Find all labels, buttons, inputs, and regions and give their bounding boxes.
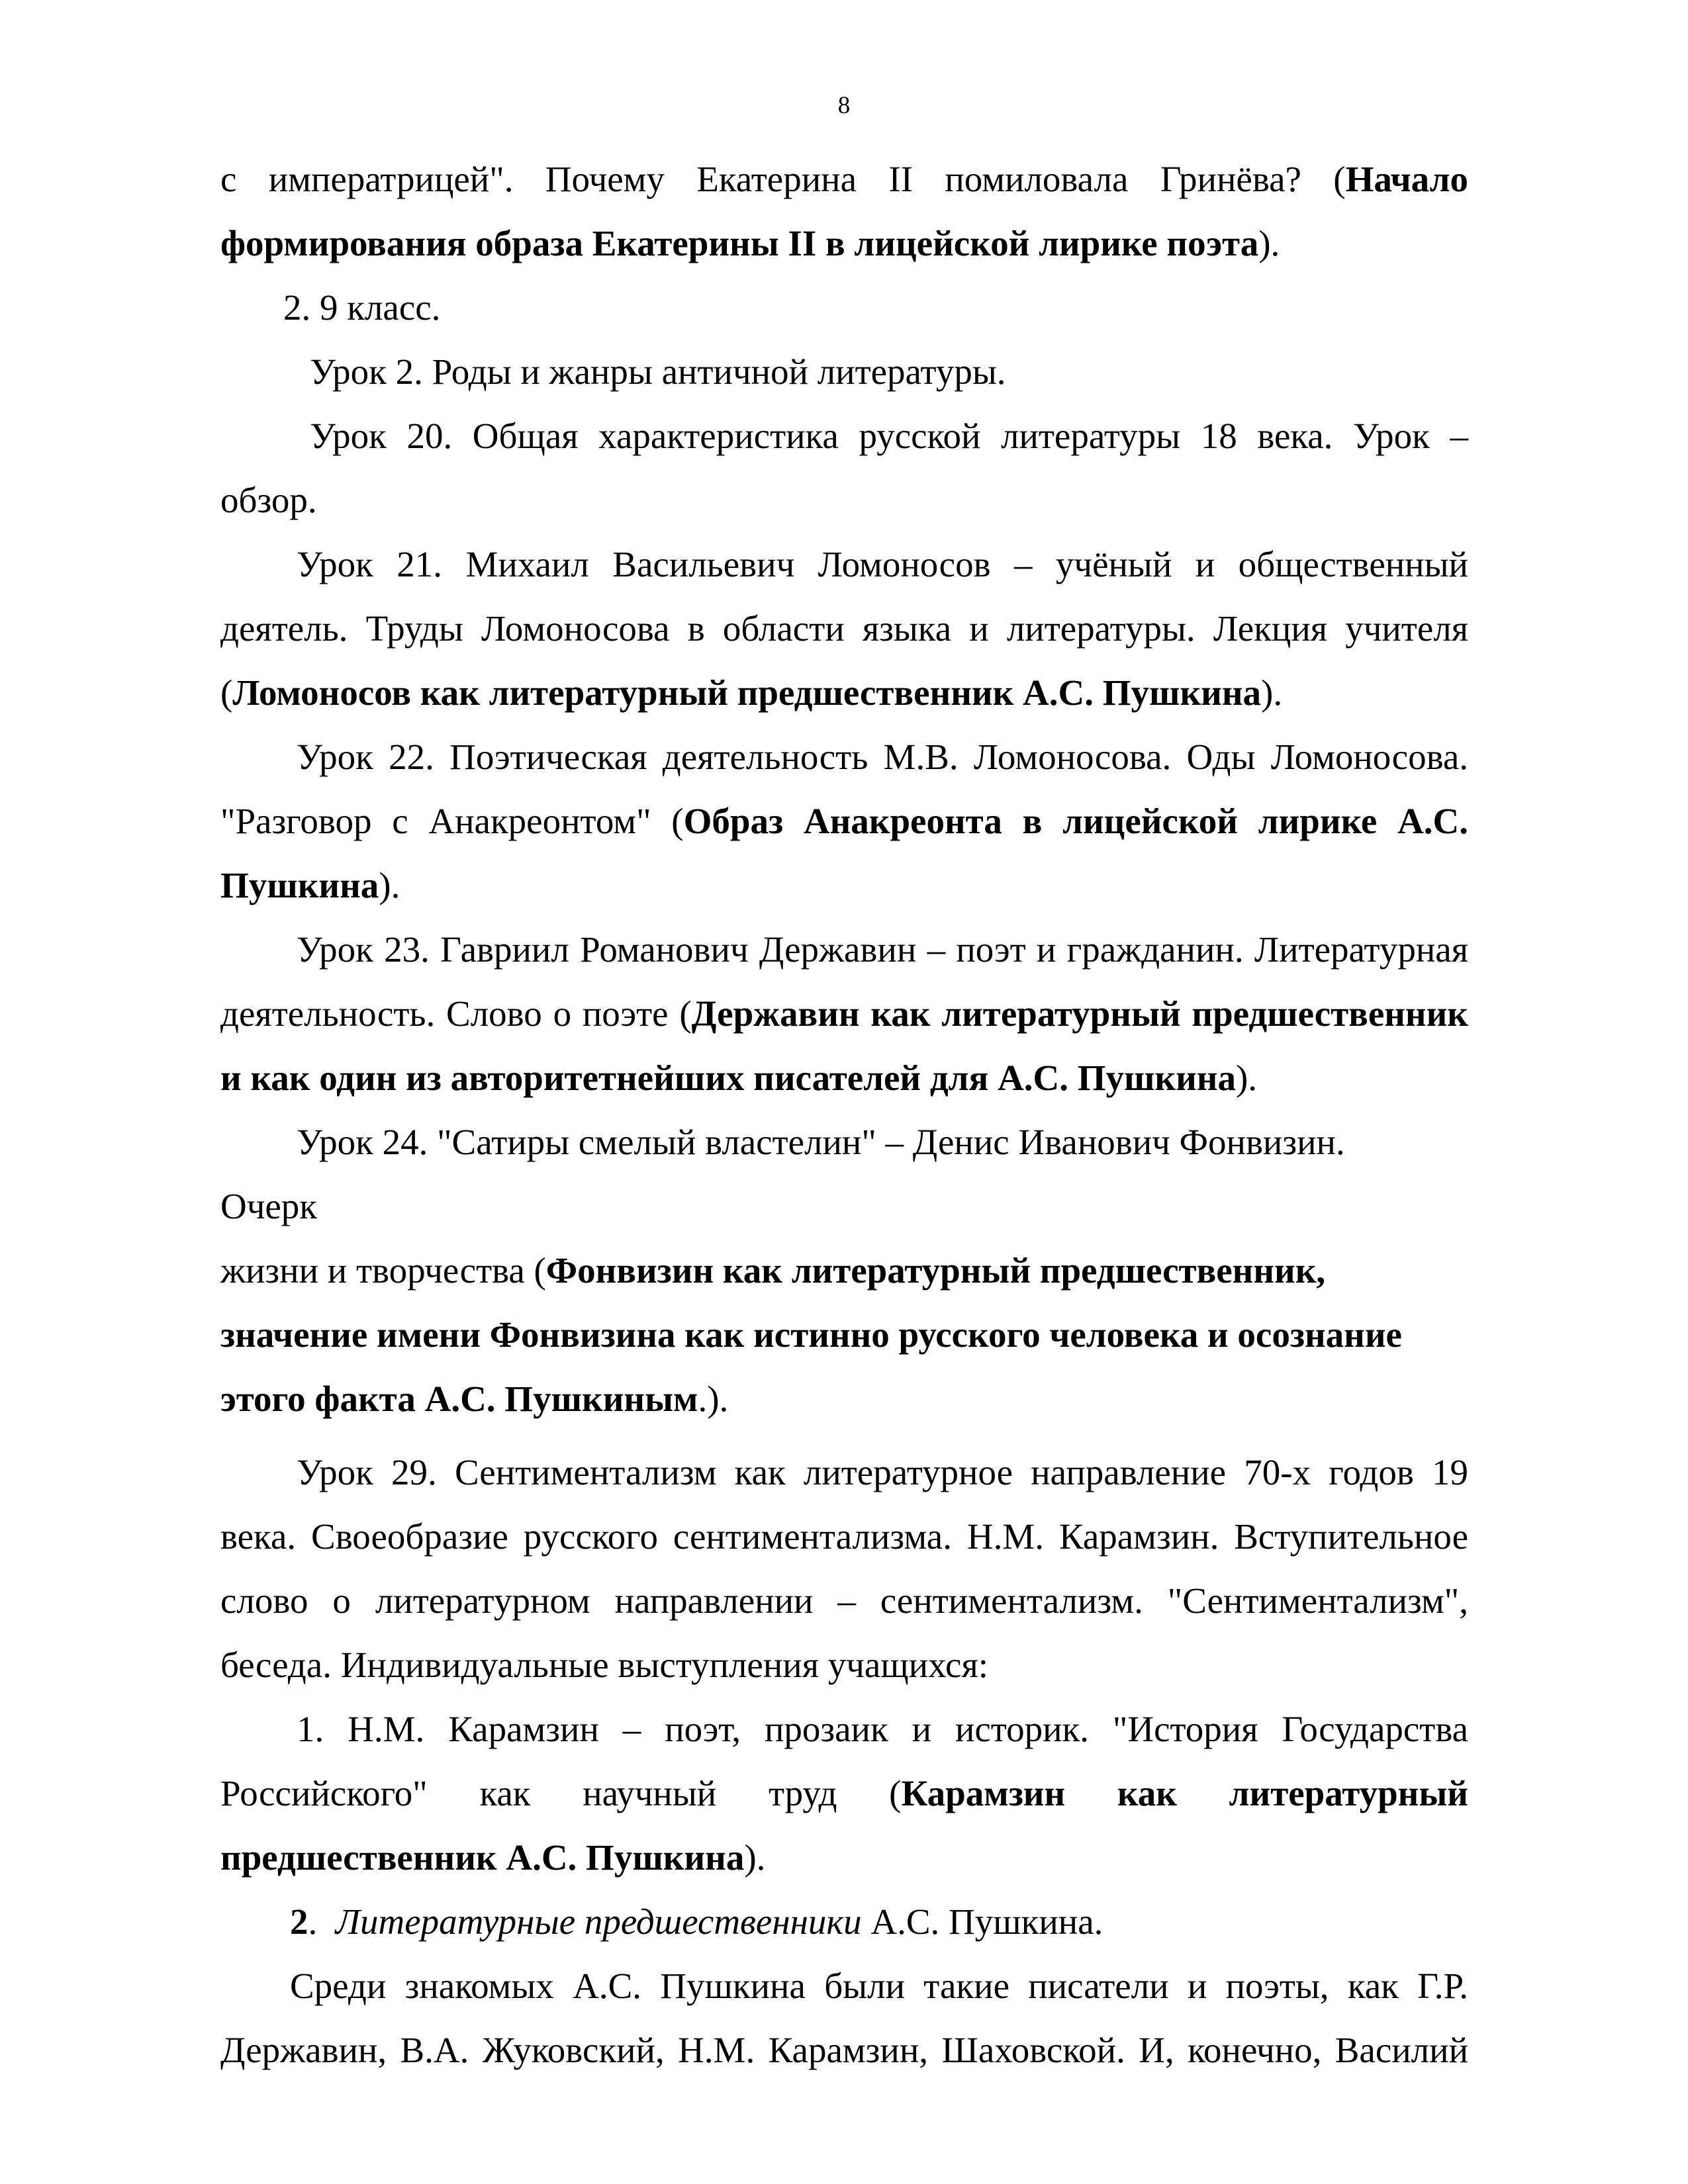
lesson-29: Урок 29. Сентиментализм как литературное направление 70-х годов 19 века. Своеобразие русского сентиментализма. Н.М. Карамзин. Вступительное слово о литературном направлении – сентиментализм. "Сентиментализм", беседа. Индивидуальные выступления учащихся: (220, 1452, 1468, 1685)
document-body (220, 147, 1468, 2082)
lesson-22: Урок 22. Поэтическая деятельность М.В. Ломоносова. Оды Ломоносова. "Разговор с Анакреонтом" (Образ Анакреонта в лицейской лирике А.С. Пушкина). (220, 737, 1469, 905)
lesson-23: Урок 23. Гавриил Романович Державин – поэт и гражданин. Литературная деятельность. Слово о поэте (Державин как литературный предшественник и как один из авторитетнейших писателей для А.С. Пушкина). (220, 929, 1468, 1098)
bold-phrase: Ломоносов как литературный предшественник А.С. Пушкина (232, 672, 1262, 713)
lesson-21: Урок 21. Михаил Васильевич Ломоносов – учёный и общественный деятель. Труды Ломоносова в области языка и литературы. Лекция учителя (Ломоносов как литературный предшественник А.С. Пушкина). (220, 544, 1468, 713)
bold-phrase: Начало формирования образа Екатерины II в лицейской лирике поэта (220, 159, 1468, 263)
bold-phrase: Державин как литературный предшественник и как один из авторитетнейших писателей для А.С. Пушкина (220, 993, 1468, 1098)
section-heading-predecessors: 2. Литературные предшественники А.С. Пушкина. (290, 1901, 1103, 1942)
paragraph-acquaintances: Среди знакомых А.С. Пушкина были такие писатели и поэты, как Г.Р. Державин, В.А. Жуковский, Н.М. Карамзин, Шаховской. И, конечно, Василий (220, 1966, 1468, 2070)
italic-phrase: Литературные предшественники (335, 1901, 862, 1942)
bold-phrase: Карамзин как литературный предшественник А.С. Пушкина (220, 1773, 1469, 1878)
list-item-karamzin: 1. Н.М. Карамзин – поэт, прозаик и историк. "История Государства Российского" как научный труд (Карамзин как литературный предшественник А.С. Пушкина). (220, 1709, 1469, 1878)
page-number: 8 (837, 92, 851, 119)
lesson-24: Урок 24. "Сатиры смелый властелин" – Денис Иванович Фонвизин. Очерк жизни и творчества (Фонвизин как литературный предшественник, значение имени Фонвизина как истинно русского человека и осознание этого факта А.С. Пушкиным.). (220, 1122, 1402, 1419)
lesson-2: Урок 2. Роды и жанры античной литературы. (310, 351, 1006, 392)
bold-phrase: этого факта А.С. Пушкиным (220, 1379, 698, 1419)
paragraph-catherine: с императрицей". Почему Екатерина II помиловала Гринёва? (Начало формирования образа Екатерины II в лицейской лирике поэта). (220, 159, 1468, 263)
bold-phrase: Фонвизин как литературный предшественник, (545, 1250, 1326, 1291)
bold-phrase: значение имени Фонвизина как истинно русского человека и осознание (220, 1314, 1402, 1355)
section-heading-grade-9: 2. 9 класс. (283, 287, 441, 328)
bold-phrase: Образ Анакреонта в лицейской лирике А.С. Пушкина (220, 801, 1469, 905)
lesson-20: Урок 20. Общая характеристика русской литературы 18 века. Урок – обзор. (220, 416, 1468, 520)
